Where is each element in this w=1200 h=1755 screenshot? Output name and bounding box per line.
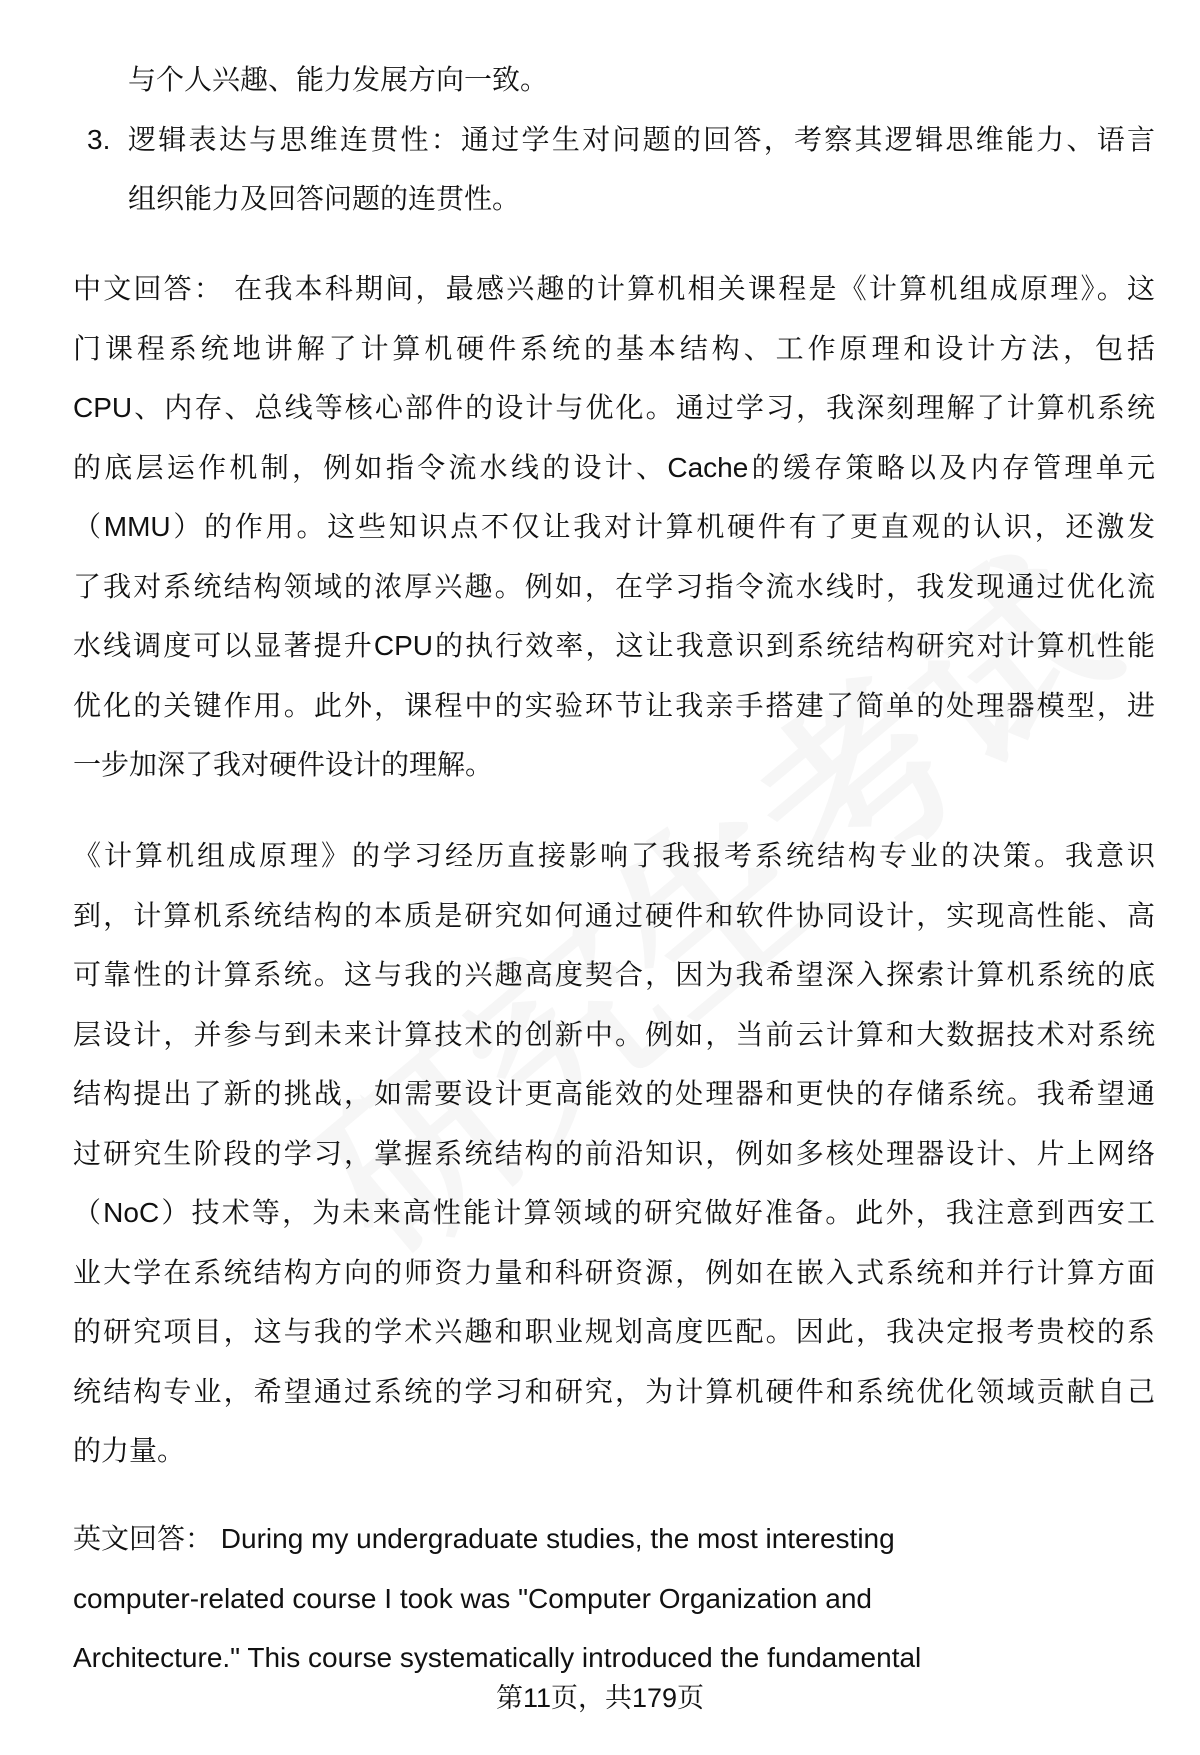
text-line: 中文回答： 在我本科期间，最感兴趣的计算机相关课程是《计算机组成原理》。这 [73,273,1155,304]
text-line: 过研究生阶段的学习，掌握系统结构的前沿知识，例如多核处理器设计、片上网络 [73,1137,1155,1169]
text-line: 了我对系统结构领域的浓厚兴趣。例如，在学习指令流水线时，我发现通过优化流 [73,570,1155,602]
text-line: 《计算机组成原理》的学习经历直接影响了我报考系统结构专业的决策。我意识 [73,840,1155,871]
text-line: 到，计算机系统结构的本质是研究如何通过硬件和软件协同设计，实现高性能、高 [73,899,1155,931]
text-line: 统结构专业，希望通过系统的学习和研究，为计算机硬件和系统优化领域贡献自己 [73,1375,1155,1407]
chinese-answer-paragraph-1 [73,259,1155,795]
list-line: 逻辑表达与思维连贯性：通过学生对问题的回答，考察其逻辑思维能力、语言 [128,123,1155,155]
text-line: 英文回答： During my undergraduate studies, the most interesting [73,1523,895,1554]
text-line: 的力量。 [73,1435,186,1466]
text-line: （NoC）技术等，为未来高性能计算领域的研究做好准备。此外，我注意到西安工 [73,1197,1155,1228]
text-line: Architecture." This course systematically introduced the fundamental [73,1642,922,1673]
list-number: 3. [87,123,111,155]
text-line: 可靠性的计算系统。这与我的兴趣高度契合，因为我希望深入探索计算机系统的底 [73,959,1155,990]
text-line: （MMU）的作用。这些知识点不仅让我对计算机硬件有了更直观的认识，还激发 [73,511,1155,542]
text-line: 层设计，并参与到未来计算技术的创新中。例如，当前云计算和大数据技术对系统 [73,1018,1155,1050]
text-line: 优化的关键作用。此外，课程中的实验环节让我亲手搭建了简单的处理器模型，进 [73,689,1155,721]
text-line: 一步加深了我对硬件设计的理解。 [73,749,494,780]
list-line: 组织能力及回答问题的连贯性。 [128,183,521,214]
text-line: 的底层运作机制，例如指令流水线的设计、Cache的缓存策略以及内存管理单元 [73,451,1155,483]
list-item-continuation: 与个人兴趣、能力发展方向一致。 [128,64,549,95]
list-item-3 [87,110,1155,229]
page-number: 第11页，共179页 [495,1683,705,1713]
text-line: 业大学在系统结构方向的师资力量和科研资源，例如在嵌入式系统和并行计算方面 [73,1256,1155,1288]
text-line: 水线调度可以显著提升CPU的执行效率，这让我意识到系统结构研究对计算机性能 [73,630,1155,661]
english-answer-paragraph [73,1509,1155,1688]
criteria-list [87,50,1155,229]
text-line: 结构提出了新的挑战，如需要设计更高能效的处理器和更快的存储系统。我希望通 [73,1078,1155,1109]
text-line: 的研究项目，这与我的学术兴趣和职业规划高度匹配。因此，我决定报考贵校的系 [73,1316,1155,1347]
text-line: 门课程系统地讲解了计算机硬件系统的基本结构、工作原理和设计方法，包括 [73,332,1155,364]
chinese-answer-paragraph-2 [73,826,1155,1481]
text-line: CPU、内存、总线等核心部件的设计与优化。通过学习，我深刻理解了计算机系统 [73,392,1155,423]
text-line: computer-related course I took was "Computer Organization and [73,1582,872,1614]
